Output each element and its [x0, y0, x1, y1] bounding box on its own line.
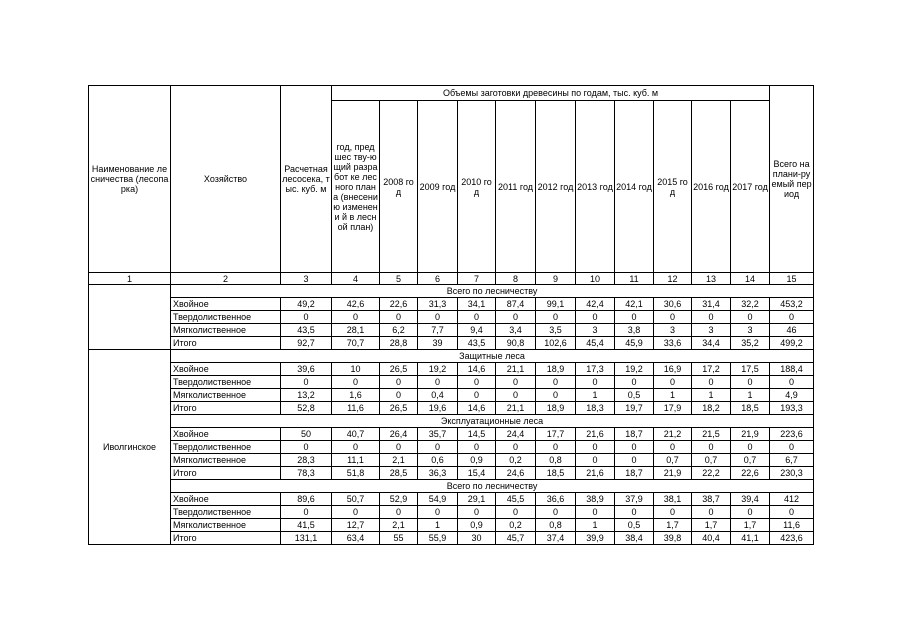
value-cell: 45,9: [615, 337, 654, 350]
value-cell: 2,1: [380, 454, 418, 467]
value-cell: 0: [731, 311, 770, 324]
value-cell: 0: [380, 506, 418, 519]
value-cell: 19,6: [418, 402, 458, 415]
value-cell: 0,7: [731, 454, 770, 467]
value-cell: 0: [770, 506, 814, 519]
value-cell: 89,6: [281, 493, 332, 506]
header-year: 2014 год: [615, 101, 654, 273]
value-cell: 0: [496, 376, 536, 389]
value-cell: 34,1: [458, 298, 496, 311]
category-cell: Твердолиственное: [171, 376, 281, 389]
value-cell: 1,7: [731, 519, 770, 532]
value-cell: 0: [654, 311, 692, 324]
header-year: 2015 год: [654, 101, 692, 273]
value-cell: 1,6: [332, 389, 380, 402]
category-cell: Твердолиственное: [171, 311, 281, 324]
value-cell: 17,5: [731, 363, 770, 376]
value-cell: 70,7: [332, 337, 380, 350]
value-cell: 38,4: [615, 532, 654, 545]
value-cell: 12,7: [332, 519, 380, 532]
value-cell: 1: [654, 389, 692, 402]
category-cell: Хвойное: [171, 428, 281, 441]
value-cell: 0: [458, 389, 496, 402]
category-cell: Итого: [171, 337, 281, 350]
value-cell: 0: [458, 441, 496, 454]
category-cell: Мягколиственное: [171, 519, 281, 532]
table-row: [89, 363, 814, 376]
value-cell: 0: [615, 506, 654, 519]
value-cell: 92,7: [281, 337, 332, 350]
value-cell: 34,4: [692, 337, 731, 350]
value-cell: 102,6: [536, 337, 576, 350]
value-cell: 412: [770, 493, 814, 506]
value-cell: 21,5: [692, 428, 731, 441]
value-cell: 39,9: [576, 532, 615, 545]
value-cell: 14,6: [458, 363, 496, 376]
value-cell: 0: [615, 454, 654, 467]
value-cell: 10: [332, 363, 380, 376]
header-year: 2017 год: [731, 101, 770, 273]
column-number: 10: [576, 273, 615, 285]
value-cell: 21,6: [576, 467, 615, 480]
value-cell: 43,5: [458, 337, 496, 350]
value-cell: 0: [692, 376, 731, 389]
value-cell: 38,1: [654, 493, 692, 506]
table-row: [89, 467, 814, 480]
header-volumes-title: Объемы заготовки древесины по годам, тыс. куб. м: [332, 86, 770, 101]
value-cell: 0: [458, 376, 496, 389]
value-cell: 0: [458, 506, 496, 519]
value-cell: 26,5: [380, 402, 418, 415]
value-cell: 0: [332, 376, 380, 389]
value-cell: 36,6: [536, 493, 576, 506]
value-cell: 7,7: [418, 324, 458, 337]
value-cell: 43,5: [281, 324, 332, 337]
value-cell: 41,1: [731, 532, 770, 545]
value-cell: 3,5: [536, 324, 576, 337]
value-cell: 45,7: [496, 532, 536, 545]
forestry-name-blank: [89, 285, 171, 350]
header-year: 2016 год: [692, 101, 731, 273]
value-cell: 0: [380, 441, 418, 454]
value-cell: 1: [576, 519, 615, 532]
value-cell: 3,4: [496, 324, 536, 337]
value-cell: 50: [281, 428, 332, 441]
value-cell: 42,4: [576, 298, 615, 311]
value-cell: 30: [458, 532, 496, 545]
value-cell: 99,1: [536, 298, 576, 311]
value-cell: 0,8: [536, 454, 576, 467]
value-cell: 0: [380, 376, 418, 389]
table-row: [89, 298, 814, 311]
value-cell: 18,5: [731, 402, 770, 415]
value-cell: 0: [731, 441, 770, 454]
value-cell: 0: [731, 376, 770, 389]
value-cell: 30,6: [654, 298, 692, 311]
value-cell: 0: [536, 506, 576, 519]
value-cell: 0: [615, 311, 654, 324]
value-cell: 3: [731, 324, 770, 337]
value-cell: 46: [770, 324, 814, 337]
value-cell: 21,9: [731, 428, 770, 441]
value-cell: 28,8: [380, 337, 418, 350]
category-cell: Твердолиственное: [171, 506, 281, 519]
table-row: [89, 519, 814, 532]
value-cell: 18,3: [576, 402, 615, 415]
forestry-name: Иволгинское: [89, 350, 171, 545]
table-row: [89, 402, 814, 415]
value-cell: 39: [418, 337, 458, 350]
value-cell: 55: [380, 532, 418, 545]
table-row: [89, 532, 814, 545]
value-cell: 0,4: [418, 389, 458, 402]
table-row: [89, 324, 814, 337]
value-cell: 18,7: [615, 428, 654, 441]
value-cell: 21,1: [496, 402, 536, 415]
value-cell: 0: [576, 311, 615, 324]
value-cell: 31,4: [692, 298, 731, 311]
header-year: 2008 год: [380, 101, 418, 273]
value-cell: 22,6: [731, 467, 770, 480]
category-cell: Твердолиственное: [171, 441, 281, 454]
value-cell: 0: [615, 441, 654, 454]
value-cell: 2,1: [380, 519, 418, 532]
value-cell: 0,5: [615, 519, 654, 532]
value-cell: 0: [418, 311, 458, 324]
value-cell: 0,9: [458, 519, 496, 532]
value-cell: 0: [380, 389, 418, 402]
value-cell: 18,5: [536, 467, 576, 480]
column-number: 1: [89, 273, 171, 285]
value-cell: 40,4: [692, 532, 731, 545]
value-cell: 24,4: [496, 428, 536, 441]
value-cell: 0: [418, 506, 458, 519]
value-cell: 0: [536, 441, 576, 454]
category-cell: Хвойное: [171, 363, 281, 376]
value-cell: 0,9: [458, 454, 496, 467]
value-cell: 9,4: [458, 324, 496, 337]
value-cell: 19,7: [615, 402, 654, 415]
value-cell: 3: [692, 324, 731, 337]
value-cell: 0: [576, 441, 615, 454]
value-cell: 18,7: [615, 467, 654, 480]
table-row: [89, 428, 814, 441]
value-cell: 28,3: [281, 454, 332, 467]
value-cell: 16,9: [654, 363, 692, 376]
value-cell: 0: [654, 506, 692, 519]
value-cell: 0,6: [418, 454, 458, 467]
header-allowable-cut: Расчетная лесосека, тыс. куб. м: [281, 86, 332, 273]
category-cell: Хвойное: [171, 298, 281, 311]
value-cell: 499,2: [770, 337, 814, 350]
table-row: [89, 454, 814, 467]
value-cell: 54,9: [418, 493, 458, 506]
value-cell: 0: [692, 441, 731, 454]
value-cell: 188,4: [770, 363, 814, 376]
column-number: 13: [692, 273, 731, 285]
value-cell: 0,2: [496, 454, 536, 467]
value-cell: 40,7: [332, 428, 380, 441]
value-cell: 17,9: [654, 402, 692, 415]
value-cell: 0: [770, 311, 814, 324]
value-cell: 0: [281, 376, 332, 389]
value-cell: 28,1: [332, 324, 380, 337]
value-cell: 0: [496, 441, 536, 454]
value-cell: 87,4: [496, 298, 536, 311]
value-cell: 0: [536, 311, 576, 324]
section-title: Всего по лесничеству: [171, 480, 814, 493]
value-cell: 0: [692, 506, 731, 519]
value-cell: 0: [332, 441, 380, 454]
header-year: 2013 год: [576, 101, 615, 273]
value-cell: 0: [692, 311, 731, 324]
value-cell: 0: [536, 376, 576, 389]
value-cell: 18,9: [536, 402, 576, 415]
section-title: Всего по лесничеству: [171, 285, 814, 298]
header-prev-year: год, предшес тву-ющий разработ ке лесного плана (внесени ю изменени й в лесной план): [332, 101, 380, 273]
value-cell: 0: [496, 311, 536, 324]
value-cell: 52,8: [281, 402, 332, 415]
value-cell: 0: [418, 376, 458, 389]
section-title: Защитные леса: [171, 350, 814, 363]
category-cell: Мягколиственное: [171, 454, 281, 467]
value-cell: 0: [458, 311, 496, 324]
value-cell: 0: [496, 506, 536, 519]
value-cell: 0: [281, 311, 332, 324]
value-cell: 11,1: [332, 454, 380, 467]
table-row: [89, 389, 814, 402]
value-cell: 49,2: [281, 298, 332, 311]
value-cell: 39,6: [281, 363, 332, 376]
value-cell: 0: [731, 506, 770, 519]
value-cell: 45,4: [576, 337, 615, 350]
value-cell: 0: [536, 389, 576, 402]
table-row: [89, 506, 814, 519]
column-number: 2: [171, 273, 281, 285]
column-number: 12: [654, 273, 692, 285]
value-cell: 1,7: [692, 519, 731, 532]
section-title: Эксплуатационные леса: [171, 415, 814, 428]
column-number: 6: [418, 273, 458, 285]
column-number: 5: [380, 273, 418, 285]
value-cell: 29,1: [458, 493, 496, 506]
value-cell: 193,3: [770, 402, 814, 415]
value-cell: 21,9: [654, 467, 692, 480]
value-cell: 0: [770, 441, 814, 454]
value-cell: 18,9: [536, 363, 576, 376]
value-cell: 19,2: [615, 363, 654, 376]
value-cell: 38,9: [576, 493, 615, 506]
header-economy: Хозяйство: [171, 86, 281, 273]
category-cell: Хвойное: [171, 493, 281, 506]
table-row: [89, 337, 814, 350]
value-cell: 4,9: [770, 389, 814, 402]
value-cell: 36,3: [418, 467, 458, 480]
value-cell: 0: [332, 506, 380, 519]
table-row: [89, 376, 814, 389]
value-cell: 3: [654, 324, 692, 337]
table-row: [89, 441, 814, 454]
value-cell: 1: [576, 389, 615, 402]
value-cell: 0: [576, 506, 615, 519]
value-cell: 18,2: [692, 402, 731, 415]
value-cell: 26,4: [380, 428, 418, 441]
value-cell: 0: [496, 389, 536, 402]
header-forestry-name: Наименование лесничества (лесопарка): [89, 86, 171, 273]
value-cell: 17,7: [536, 428, 576, 441]
header-total-period: Всего на плани-руемый период: [770, 86, 814, 273]
category-cell: Итого: [171, 532, 281, 545]
value-cell: 131,1: [281, 532, 332, 545]
value-cell: 17,3: [576, 363, 615, 376]
value-cell: 32,2: [731, 298, 770, 311]
value-cell: 11,6: [770, 519, 814, 532]
value-cell: 423,6: [770, 532, 814, 545]
column-number: 14: [731, 273, 770, 285]
value-cell: 0: [654, 441, 692, 454]
value-cell: 0: [281, 441, 332, 454]
value-cell: 1: [731, 389, 770, 402]
value-cell: 35,2: [731, 337, 770, 350]
value-cell: 37,9: [615, 493, 654, 506]
header-year: 2009 год: [418, 101, 458, 273]
category-cell: Итого: [171, 402, 281, 415]
category-cell: Мягколиственное: [171, 389, 281, 402]
value-cell: 0: [576, 454, 615, 467]
value-cell: 0,8: [536, 519, 576, 532]
value-cell: 26,5: [380, 363, 418, 376]
value-cell: 21,2: [654, 428, 692, 441]
value-cell: 6,2: [380, 324, 418, 337]
value-cell: 223,6: [770, 428, 814, 441]
value-cell: 14,6: [458, 402, 496, 415]
value-cell: 78,3: [281, 467, 332, 480]
value-cell: 90,8: [496, 337, 536, 350]
value-cell: 37,4: [536, 532, 576, 545]
value-cell: 1: [418, 519, 458, 532]
value-cell: 17,2: [692, 363, 731, 376]
value-cell: 41,5: [281, 519, 332, 532]
value-cell: 15,4: [458, 467, 496, 480]
value-cell: 50,7: [332, 493, 380, 506]
value-cell: 1,7: [654, 519, 692, 532]
value-cell: 38,7: [692, 493, 731, 506]
value-cell: 19,2: [418, 363, 458, 376]
value-cell: 42,6: [332, 298, 380, 311]
value-cell: 0: [615, 376, 654, 389]
value-cell: 33,6: [654, 337, 692, 350]
value-cell: 3: [576, 324, 615, 337]
table-row: [89, 493, 814, 506]
value-cell: 51,8: [332, 467, 380, 480]
category-cell: Итого: [171, 467, 281, 480]
value-cell: 22,2: [692, 467, 731, 480]
value-cell: 21,1: [496, 363, 536, 376]
column-number: 11: [615, 273, 654, 285]
category-cell: Мягколиственное: [171, 324, 281, 337]
header-year: 2011 год: [496, 101, 536, 273]
value-cell: 35,7: [418, 428, 458, 441]
value-cell: 45,5: [496, 493, 536, 506]
value-cell: 0: [380, 311, 418, 324]
value-cell: 39,4: [731, 493, 770, 506]
value-cell: 0,5: [615, 389, 654, 402]
value-cell: 21,6: [576, 428, 615, 441]
column-number: 3: [281, 273, 332, 285]
value-cell: 14,5: [458, 428, 496, 441]
value-cell: 0: [576, 376, 615, 389]
column-number: 15: [770, 273, 814, 285]
value-cell: 24,6: [496, 467, 536, 480]
value-cell: 13,2: [281, 389, 332, 402]
value-cell: 52,9: [380, 493, 418, 506]
value-cell: 0,7: [654, 454, 692, 467]
value-cell: 1: [692, 389, 731, 402]
value-cell: 6,7: [770, 454, 814, 467]
value-cell: 0,2: [496, 519, 536, 532]
value-cell: 0: [281, 506, 332, 519]
value-cell: 22,6: [380, 298, 418, 311]
value-cell: 0: [770, 376, 814, 389]
value-cell: 42,1: [615, 298, 654, 311]
value-cell: 31,3: [418, 298, 458, 311]
value-cell: 63,4: [332, 532, 380, 545]
value-cell: 453,2: [770, 298, 814, 311]
harvest-volume-table: [88, 85, 814, 545]
value-cell: 0: [654, 376, 692, 389]
table-row: [89, 311, 814, 324]
header-year: 2012 год: [536, 101, 576, 273]
value-cell: 39,8: [654, 532, 692, 545]
column-number: 7: [458, 273, 496, 285]
value-cell: 230,3: [770, 467, 814, 480]
value-cell: 0: [332, 311, 380, 324]
value-cell: 3,8: [615, 324, 654, 337]
header-year: 2010 год: [458, 101, 496, 273]
value-cell: 11,6: [332, 402, 380, 415]
value-cell: 0: [418, 441, 458, 454]
column-number: 4: [332, 273, 380, 285]
column-number: 8: [496, 273, 536, 285]
value-cell: 55,9: [418, 532, 458, 545]
column-number: 9: [536, 273, 576, 285]
value-cell: 28,5: [380, 467, 418, 480]
value-cell: 0,7: [692, 454, 731, 467]
